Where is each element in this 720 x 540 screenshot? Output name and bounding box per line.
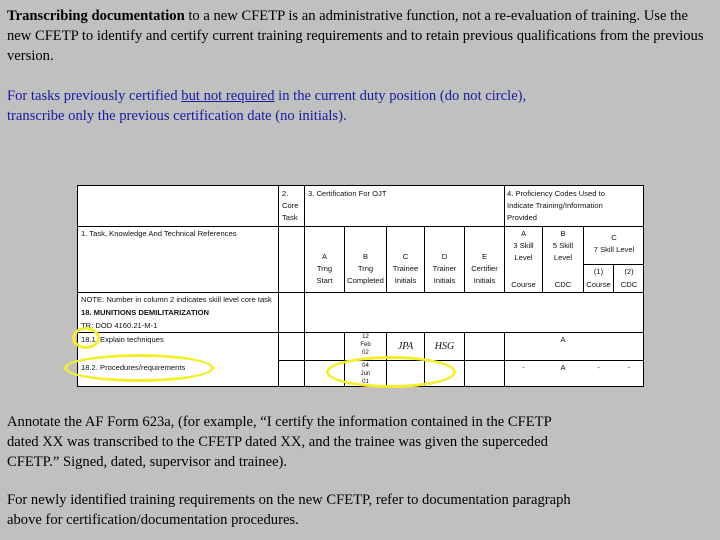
trng-completed-header: B Trng Completed [347,252,384,285]
proficiency-codes-header: 4. Proficiency Codes Used to Indicate Training/Information Provided [507,189,605,222]
row2-completed-date: 04 Jun 01 [360,363,371,385]
not-required-underlined: but not required [181,88,275,104]
row2-three-skill: A [560,363,566,372]
annotate-paragraph: Annotate the AF Form 623a, (for example, “I certify the information contained in the CFETP dated XX was transcribed to the CFETP dated XX, and the trainee was given the superceded CFETP.” Signed, dated, supervisor and trainee). [7,414,552,470]
task-18-2: 18.2. Procedures/requirements [81,363,186,372]
three-skill-level-header: A 3 Skill Level [513,229,534,262]
trng-start-header: A Trng Start [316,252,333,285]
cfetp-form-excerpt [77,185,644,387]
section-title: 18. MUNITIONS DEMILITARIZATION [81,308,209,317]
date-highlight-circle [326,356,456,388]
row1-three-skill: A [560,335,566,344]
course-7-header: Course [586,280,611,289]
row1-trainer-initials: HSG [434,341,455,352]
trainer-initials-header: D Trainer Initials [432,252,457,285]
task-18-1: 18.1. Explain techniques [81,335,164,344]
row2-seven-course: - [597,363,600,372]
course-header: Course [511,280,536,289]
core-task-note: NOTE: Number in column 2 indicates skill level core task [81,295,272,304]
sub-1-header: (1) [593,267,604,276]
sub-2-header: (2) [624,267,634,276]
certification-header: 3. Certification For OJT [308,189,387,198]
not-required-text-a: For tasks previously certified [7,88,182,104]
certifier-initials-header: E Certifier Initials [471,252,498,285]
transcription-heading: Transcribing documentation [7,8,185,24]
cdc-7-header: CDC [620,280,638,289]
technical-reference: TR: DOD 4160.21-M-1 [81,321,158,330]
seven-skill-level-header: C 7 Skill Level [593,233,635,254]
row2-seven-cdc: - [627,363,631,372]
cdc-header: CDC [554,280,572,289]
transcription-text: to a new CFETP is an administrative function, not a re-evaluation of training. Use the new CFETP to identify and certify current training requirements and to retain previous qualifications from the previous version. [7,8,704,64]
five-skill-level-header: B 5 Skill Level [552,229,574,262]
new-requirements-paragraph: For newly identified training requirements on the new CFETP, refer to documentation paragraph above for certification/documentation procedures. [7,492,571,528]
task-highlight-circle [64,354,214,382]
row2-course: - [522,363,525,372]
transcription-paragraph [7,6,713,66]
row1-completed-date: 12 Feb 02 [360,334,371,356]
not-required-text-b: in the current duty position (do not circle), transcribe only the previous certification date (no initials). [7,88,527,124]
task-number-highlight-circle [72,327,100,349]
not-required-paragraph [7,86,547,126]
task-column-header: 1. Task, Knowledge And Technical References [81,229,237,238]
core-task-header: 2. Core Task [282,189,299,222]
row1-trainee-initials: JPA [397,341,414,352]
trainee-initials-header: C Trainee Initials [392,252,419,285]
